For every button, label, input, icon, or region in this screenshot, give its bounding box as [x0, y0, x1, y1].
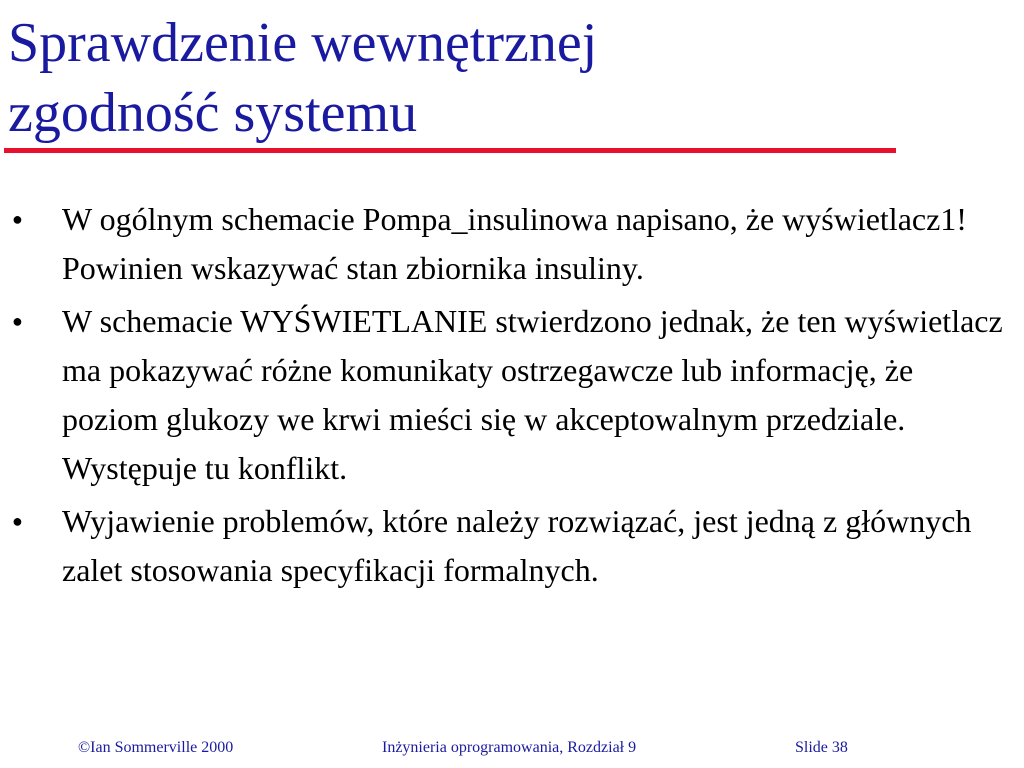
footer-course-title: Inżynieria oprogramowania, Rozdział 9 [382, 739, 637, 756]
footer-copyright: ©Ian Sommerville 2000 [78, 739, 234, 756]
bullet-dot-icon: ● [12, 209, 23, 229]
bullet-item [0, 195, 1024, 293]
bullet-dot-icon: ● [12, 511, 23, 531]
bullet-item [0, 497, 1024, 595]
bullet-text: W schemacie WYŚWIETLANIE stwierdzono jednak, że ten wyświetlacz ma pokazywać różne komunikaty ostrzegawcze lub informację, że poziom glukozy we krwi mieści się w akceptowalnym przedziale. Występuje tu konflikt. [62, 303, 1003, 486]
bullet-text: W ogólnym schemacie Pompa_insulinowa napisano, że wyświetlacz1! Powinien wskazywać stan zbiornika insuliny. [62, 201, 967, 286]
bullet-list [0, 195, 1024, 599]
footer-slide-number: Slide 38 [795, 739, 848, 756]
title-underline-rule [4, 148, 896, 153]
slide-title-line-2: zgodność systemu [8, 82, 418, 144]
bullet-dot-icon: ● [12, 311, 23, 331]
bullet-text: Wyjawienie problemów, które należy rozwiązać, jest jedną z głównych zalet stosowania specyfikacji formalnych. [62, 503, 972, 588]
slide-footer [0, 737, 1024, 759]
slide-title-line-1: Sprawdzenie wewnętrznej [8, 12, 598, 74]
bullet-item [0, 297, 1024, 493]
slide-title [8, 8, 908, 148]
